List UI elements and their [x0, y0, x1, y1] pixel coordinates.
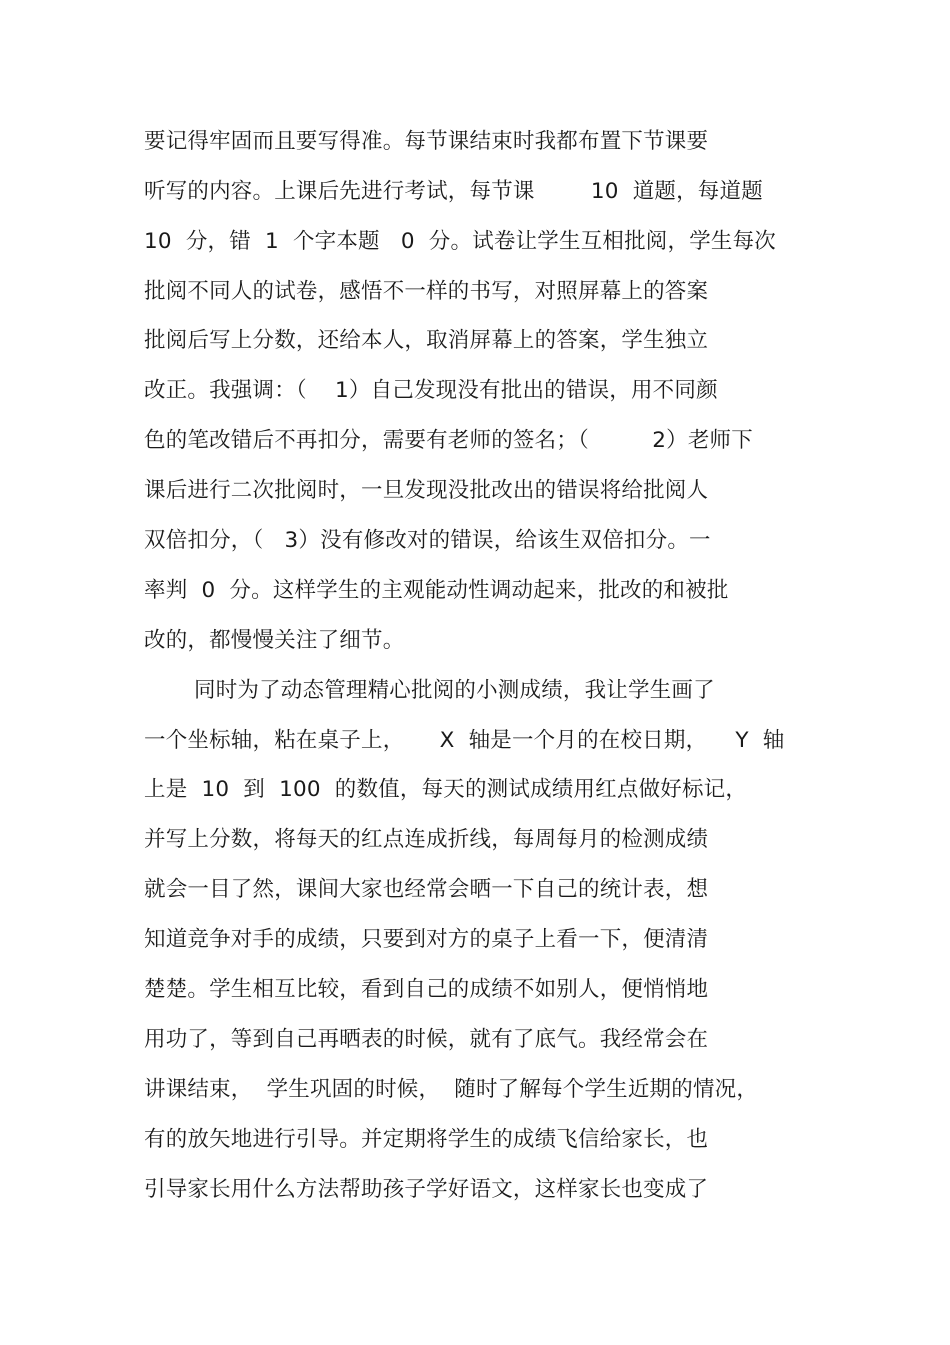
text-line: 上是 10 到 100 的数值，每天的测试成绩用红点做好标记，: [144, 777, 748, 802]
text-line: 一个坐标轴，粘在桌子上， X 轴是一个月的在校日期， Y 轴: [144, 728, 785, 753]
text-line: 要记得牢固而且要写得准。每节课结束时我都布置下节课要: [144, 129, 709, 154]
text-line: 10 分，错 1 个字本题 0 分。试卷让学生互相批阅，学生每次: [144, 229, 776, 254]
text-line: 课后进行二次批阅时，一旦发现没批改出的错误将给批阅人: [144, 478, 709, 503]
paragraph-first-line: 同时为了动态管理精心批阅的小测成绩，我让学生画了: [194, 678, 715, 703]
text-line: 并写上分数，将每天的红点连成折线，每周每月的检测成绩: [144, 827, 709, 852]
text-line: 讲课结束， 学生巩固的时候， 随时了解每个学生近期的情况，: [144, 1077, 759, 1102]
text-line: 引导家长用什么方法帮助孩子学好语文，这样家长也变成了: [144, 1177, 709, 1202]
text-line: 批阅不同人的试卷，感悟不一样的书写，对照屏幕上的答案: [144, 279, 709, 304]
text-line: 用功了，等到自己再晒表的时候，就有了底气。我经常会在: [144, 1027, 709, 1052]
text-line: 听写的内容。上课后先进行考试，每节课 10 道题，每道题: [144, 179, 763, 204]
text-line: 楚楚。学生相互比较，看到自己的成绩不如别人，便悄悄地: [144, 977, 709, 1002]
text-line: 改正。我强调：（ 1）自己发现没有批出的错误，用不同颜: [144, 378, 718, 403]
text-line: 知道竞争对手的成绩，只要到对方的桌子上看一下，便清清: [144, 927, 709, 952]
text-line: 就会一目了然，课间大家也经常会晒一下自己的统计表，想: [144, 877, 709, 902]
text-line: 改的，都慢慢关注了细节。: [144, 628, 405, 653]
text-line: 双倍扣分，（ 3）没有修改对的错误，给该生双倍扣分。一: [144, 528, 711, 553]
text-line: 率判 0 分。这样学生的主观能动性调动起来，批改的和被批: [144, 578, 729, 603]
text-line: 色的笔改错后不再扣分，需要有老师的签名；（ 2）老师下: [144, 428, 753, 453]
text-line: 批阅后写上分数，还给本人，取消屏幕上的答案，学生独立: [144, 328, 709, 353]
text-line: 有的放矢地进行引导。并定期将学生的成绩飞信给家长，也: [144, 1127, 709, 1152]
